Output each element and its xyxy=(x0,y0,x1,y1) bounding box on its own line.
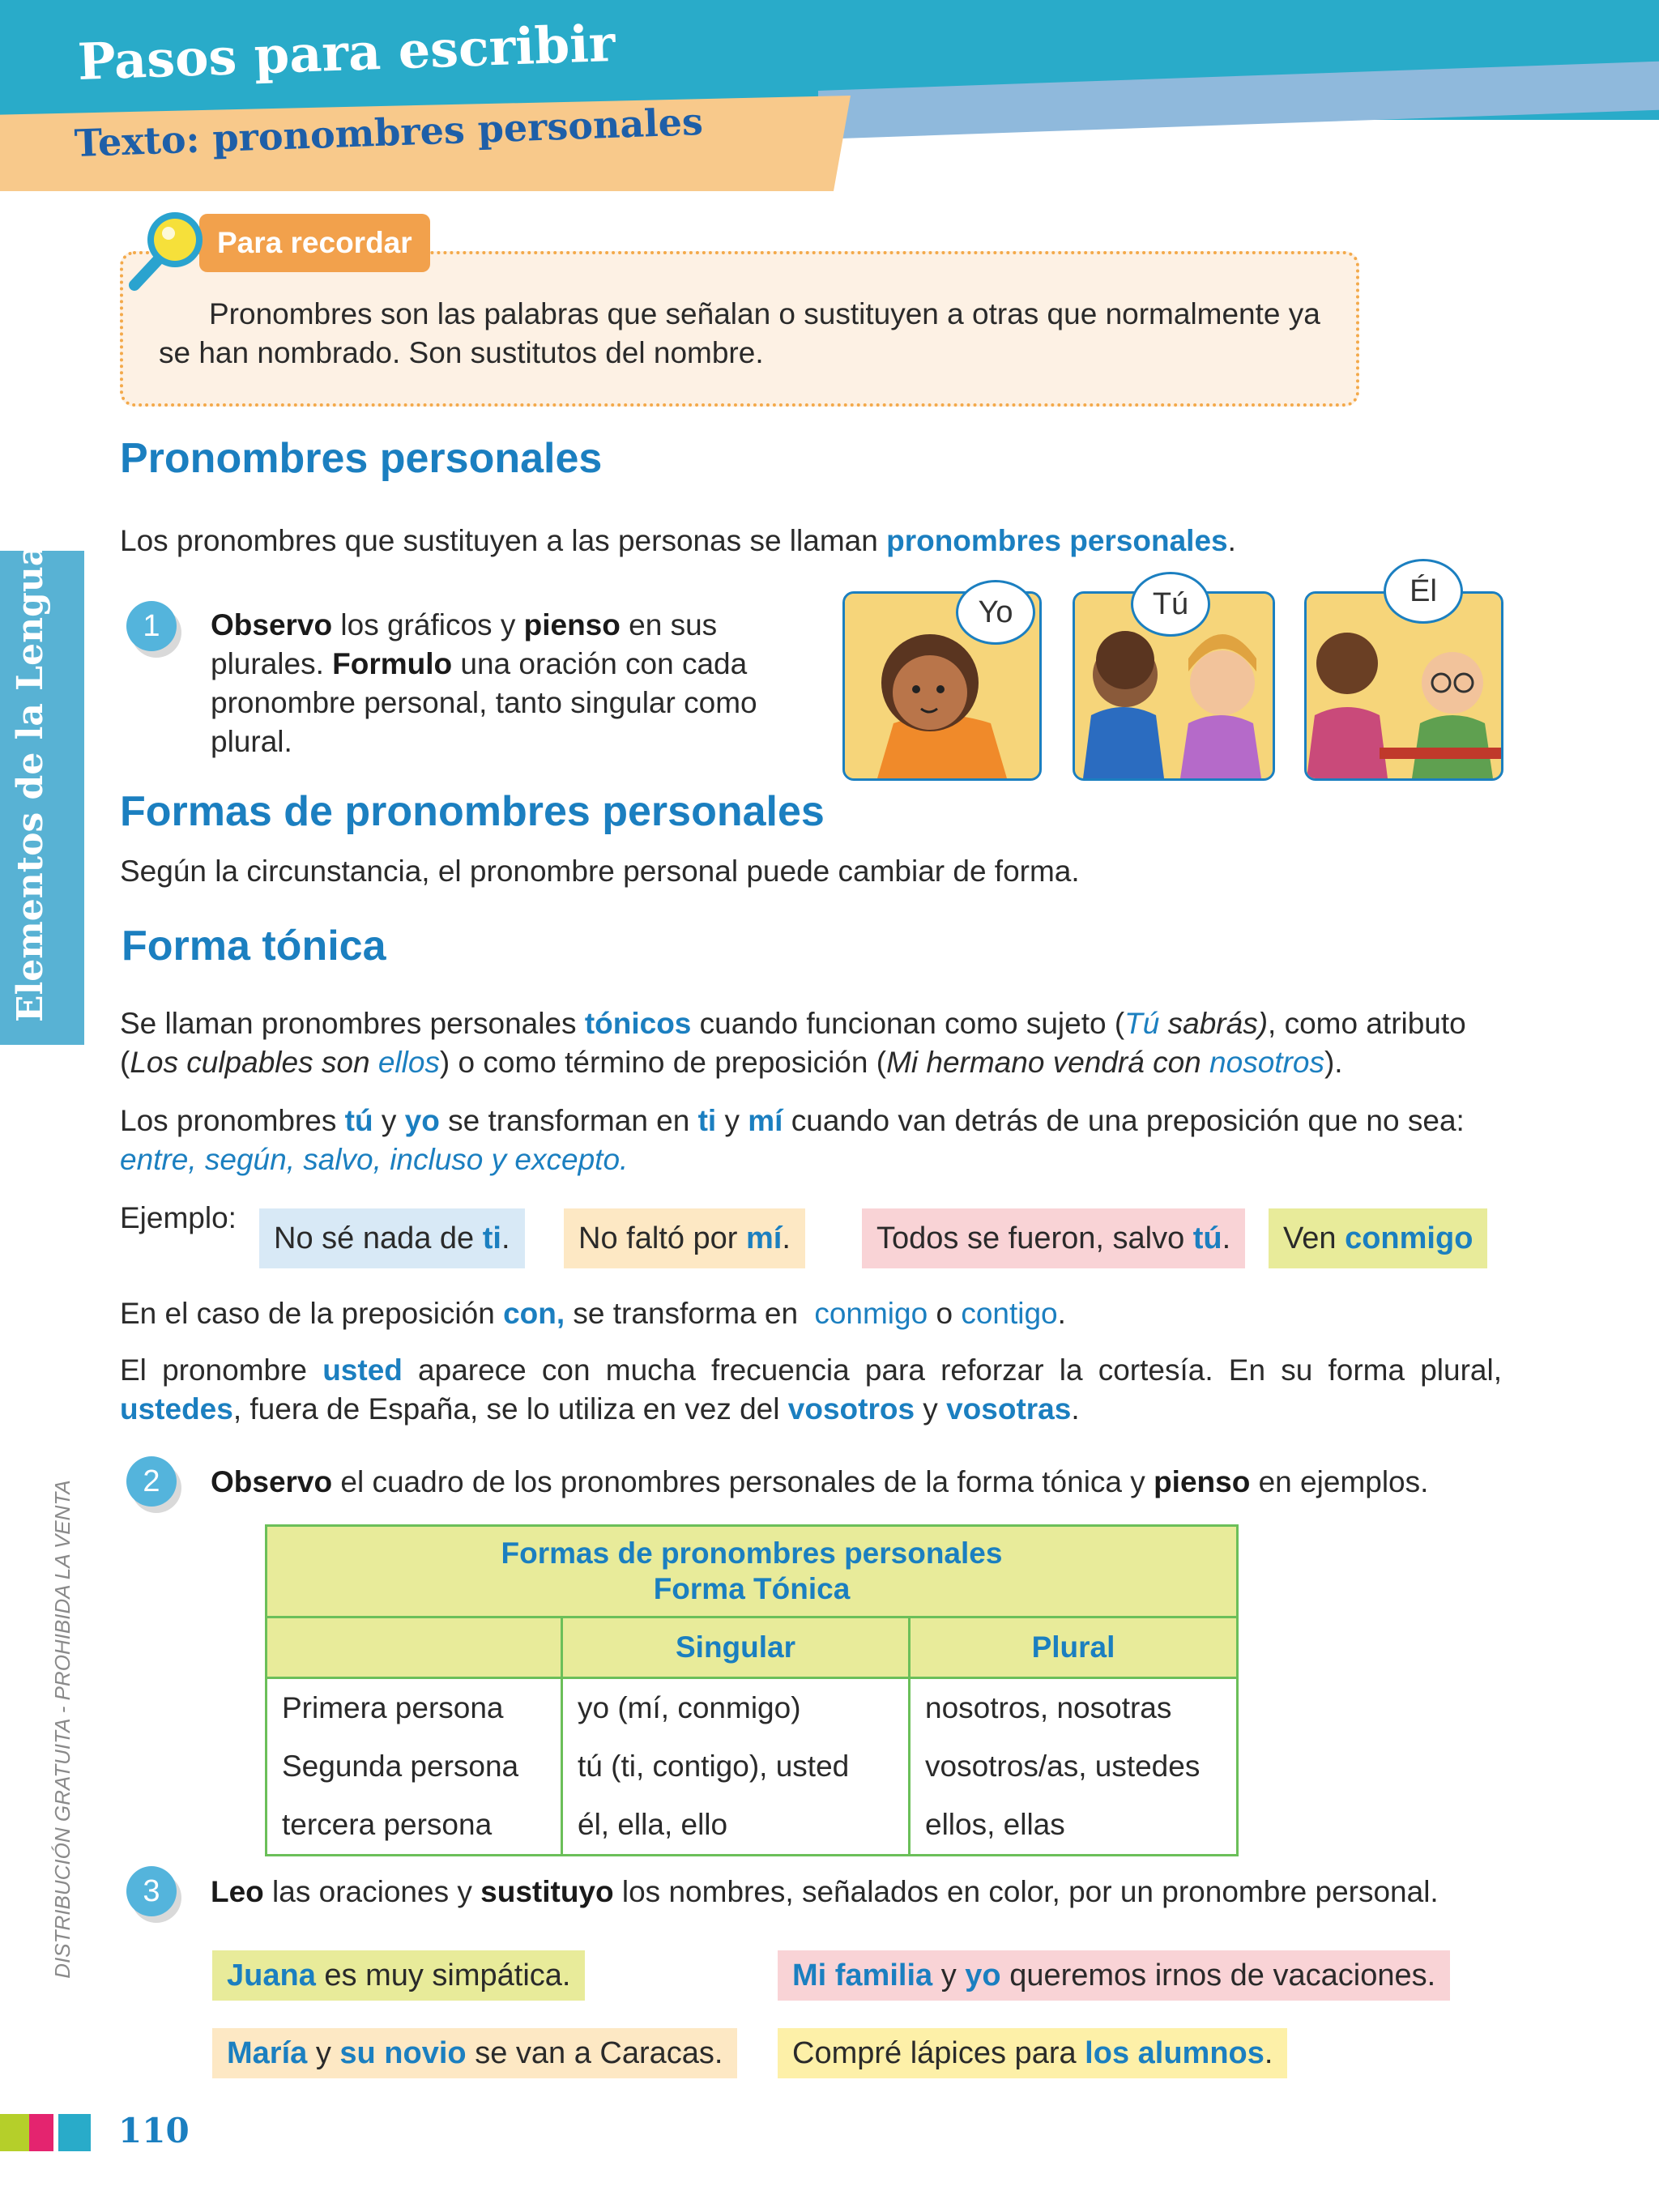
example-label: Ejemplo: xyxy=(120,1201,237,1234)
sentence-4: Compré lápices para los alumnos. xyxy=(778,2028,1287,2078)
sentence-2: Mi familia y yo queremos irnos de vacaciones. xyxy=(778,1950,1450,2001)
table-header-plural: Plural xyxy=(910,1617,1238,1678)
speech-bubble-el: Él xyxy=(1384,559,1463,624)
section-2-intro: Según la circunstancia, el pronombre personal puede cambiar de forma. xyxy=(120,855,1080,888)
page-number: 110 xyxy=(118,2111,190,2150)
example-box-conmigo: Ven conmigo xyxy=(1269,1208,1487,1268)
table-row: Segunda persona tú (ti, contigo), usted vosotros/as, ustedes xyxy=(267,1737,1238,1796)
section-title-tonic: Forma tónica xyxy=(122,923,386,970)
footer-color-block-blue xyxy=(58,2114,91,2151)
side-tab-label: Elementos de la Lengua xyxy=(10,543,51,1022)
activity-2-text: Observo el cuadro de los pronombres personales de la forma tónica y pienso en ejemplos. xyxy=(211,1465,1429,1498)
tonic-paragraph-1: Se llaman pronombres personales tónicos cuando funcionan como sujeto (Tú sabrás), como atributo (Los culpables son ellos) o como término de preposición (Mi hermano vendrá con nosotros). xyxy=(120,1007,1466,1079)
tonic-paragraph-4: El pronombre usted aparece con mucha frecuencia para reforzar la cortesía. En su forma plural, ustedes, fuera de España, se lo utiliza en vez del vosotros y vosotras. xyxy=(120,1353,1502,1426)
example-box-tu: Todos se fueron, salvo tú. xyxy=(862,1208,1245,1268)
speech-bubble-tu: Tú xyxy=(1131,572,1210,637)
footer-color-block-green xyxy=(0,2114,29,2151)
tonic-paragraph-2: Los pronombres tú y yo se transforman en ti y mí cuando van detrás de una preposición que no sea: entre, según, salvo, incluso y excepto. xyxy=(120,1104,1465,1176)
tonic-paragraph-3: En el caso de la preposición con, se transforma en conmigo o contigo. xyxy=(120,1297,1066,1330)
table-title: Formas de pronombres personales Forma Tónica xyxy=(267,1526,1238,1617)
magnifier-icon xyxy=(125,204,214,293)
section-intro: Los pronombres que sustituyen a las personas se llaman pronombres personales. xyxy=(120,524,1236,557)
table-header-singular: Singular xyxy=(562,1617,910,1678)
reminder-label: Para recordar xyxy=(199,214,430,272)
legal-notice: DISTRIBUCIÓN GRATUITA - PROHIBIDA LA VENTA xyxy=(50,1480,75,1979)
example-box-mi: No faltó por mí. xyxy=(564,1208,805,1268)
activity-number-3: 3 xyxy=(126,1866,177,1916)
activity-3-text: Leo las oraciones y sustituyo los nombres, señalados en color, por un pronombre personal. xyxy=(211,1875,1439,1908)
page-title: Pasos para escribir xyxy=(76,13,616,92)
activity-1-text: Observo los gráficos y pienso en sus plurales. Formulo una oración con cada pronombre personal, tanto singular como plural. xyxy=(211,608,757,758)
sentence-1: Juana es muy simpática. xyxy=(212,1950,585,2001)
pronoun-table xyxy=(265,1524,1239,1856)
section-title-personal-pronouns: Pronombres personales xyxy=(120,435,603,482)
activity-number-2: 2 xyxy=(126,1456,177,1507)
speech-bubble-yo: Yo xyxy=(956,580,1035,645)
activity-number-1: 1 xyxy=(126,601,177,651)
reminder-text: Pronombres son las palabras que señalan o sustituyen a otras que normalmente ya se han nombrado. Son sustitutos del nombre. xyxy=(159,297,1320,369)
sentence-3: María y su novio se van a Caracas. xyxy=(212,2028,737,2078)
table-row: Primera persona yo (mí, conmigo) nosotros, nosotras xyxy=(267,1678,1238,1738)
footer-color-block-pink xyxy=(29,2114,53,2151)
table-header-empty xyxy=(267,1617,562,1678)
table-row: tercera persona él, ella, ello ellos, ellas xyxy=(267,1796,1238,1856)
example-box-ti: No sé nada de ti. xyxy=(259,1208,525,1268)
section-title-forms: Formas de pronombres personales xyxy=(120,788,825,835)
page-subtitle: Texto: pronombres personales xyxy=(74,99,704,165)
